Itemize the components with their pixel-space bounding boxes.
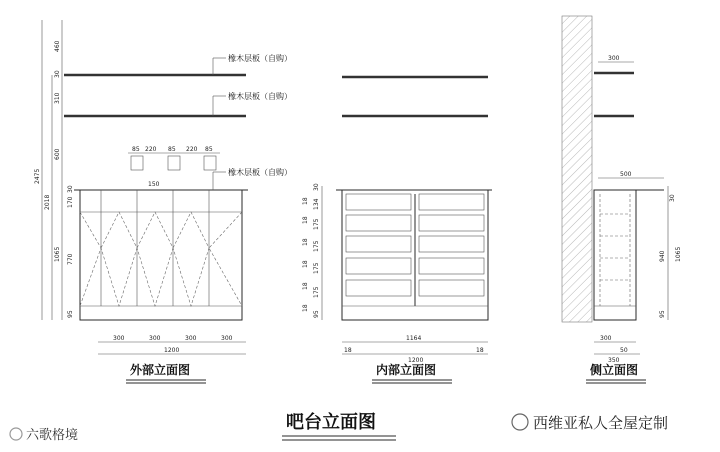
dim-30b: 30 xyxy=(67,185,74,193)
watermark-left xyxy=(10,427,78,443)
dim-460: 460 xyxy=(54,40,61,52)
i-dim-18b: 18 xyxy=(302,216,309,224)
i-dim-30: 30 xyxy=(313,183,320,191)
dim-2018: 2018 xyxy=(44,194,51,210)
i-dim-175b: 175 xyxy=(313,240,320,252)
door-swing-0 xyxy=(80,212,101,306)
watermark-right-text: 西维亚私人全屋定制 xyxy=(533,414,669,432)
dim-300c: 300 xyxy=(185,335,197,342)
view-title-exterior: 外部立面图 xyxy=(130,363,191,377)
dim-85a: 85 xyxy=(132,146,140,153)
i-dim-18-left: 18 xyxy=(344,347,352,354)
glass-holder-2 xyxy=(168,156,180,170)
i-dim-18d: 18 xyxy=(302,260,309,268)
wechat-logo-icon xyxy=(512,414,528,430)
i-dim-134: 134 xyxy=(313,198,320,210)
watermark-left-text: 六歌格境 xyxy=(26,428,79,443)
side-elevation xyxy=(562,16,682,383)
cabinet-outline xyxy=(80,190,242,320)
dim-310: 310 xyxy=(54,92,61,104)
dim-170: 170 xyxy=(67,196,74,208)
watermark-logo-icon xyxy=(10,428,22,440)
dim-150: 150 xyxy=(148,181,160,188)
view-title-interior: 内部立面图 xyxy=(376,363,437,377)
s-dim-500: 500 xyxy=(620,171,632,178)
i-dim-18f: 18 xyxy=(302,304,309,312)
i-dim-175c: 175 xyxy=(313,262,320,274)
interior-elevation xyxy=(302,77,492,383)
dim-770: 770 xyxy=(67,253,74,265)
dim-220b: 220 xyxy=(186,146,198,153)
dim-85b: 85 xyxy=(168,146,176,153)
i-dim-18c: 18 xyxy=(302,238,309,246)
i-dim-18-right: 18 xyxy=(476,347,484,354)
door-swing-2 xyxy=(137,212,173,306)
i-dim-1200: 1200 xyxy=(408,357,424,364)
watermark-right xyxy=(512,414,668,432)
s-dim-300: 300 xyxy=(608,55,620,62)
i-dim-1164: 1164 xyxy=(406,335,422,342)
s-dim-300b: 300 xyxy=(600,335,612,342)
i-dim-18e: 18 xyxy=(302,282,309,290)
s-dim-50: 50 xyxy=(620,347,628,354)
shelf-note-3: 橡木层板（自购） xyxy=(228,168,292,177)
s-dim-95: 95 xyxy=(659,310,666,318)
view-title-side: 侧立面图 xyxy=(590,363,639,377)
door-swing-3 xyxy=(173,212,209,306)
dim-30a: 30 xyxy=(54,70,61,78)
dim-2475: 2475 xyxy=(34,168,41,184)
s-dim-1065: 1065 xyxy=(675,246,682,262)
dim-1065: 1065 xyxy=(54,246,61,262)
dim-1200a: 1200 xyxy=(164,347,180,354)
exterior-elevation xyxy=(34,20,292,383)
shelf-note-1: 橡木层板（自购） xyxy=(228,54,292,63)
i-dim-95: 95 xyxy=(313,310,320,318)
dim-95: 95 xyxy=(67,310,74,318)
main-title: 吧台立面图 xyxy=(286,412,376,433)
wall-section xyxy=(562,16,592,322)
glass-holder-3 xyxy=(204,156,216,170)
dim-220a: 220 xyxy=(145,146,157,153)
shelf-note-2: 橡木层板（自购） xyxy=(228,92,292,101)
dim-300a: 300 xyxy=(113,335,125,342)
i-dim-18a: 18 xyxy=(302,197,309,205)
dim-600: 600 xyxy=(54,148,61,160)
s-dim-940: 940 xyxy=(659,250,666,262)
door-swing-1 xyxy=(101,212,137,306)
i-dim-175d: 175 xyxy=(313,286,320,298)
dim-300d: 300 xyxy=(221,335,233,342)
door-swing-4 xyxy=(209,212,242,306)
dim-85c: 85 xyxy=(205,146,213,153)
s-dim-350: 350 xyxy=(608,357,620,364)
i-dim-175a: 175 xyxy=(313,218,320,230)
s-dim-30: 30 xyxy=(669,194,676,202)
dim-300b: 300 xyxy=(149,335,161,342)
glass-holder-1 xyxy=(131,156,143,170)
